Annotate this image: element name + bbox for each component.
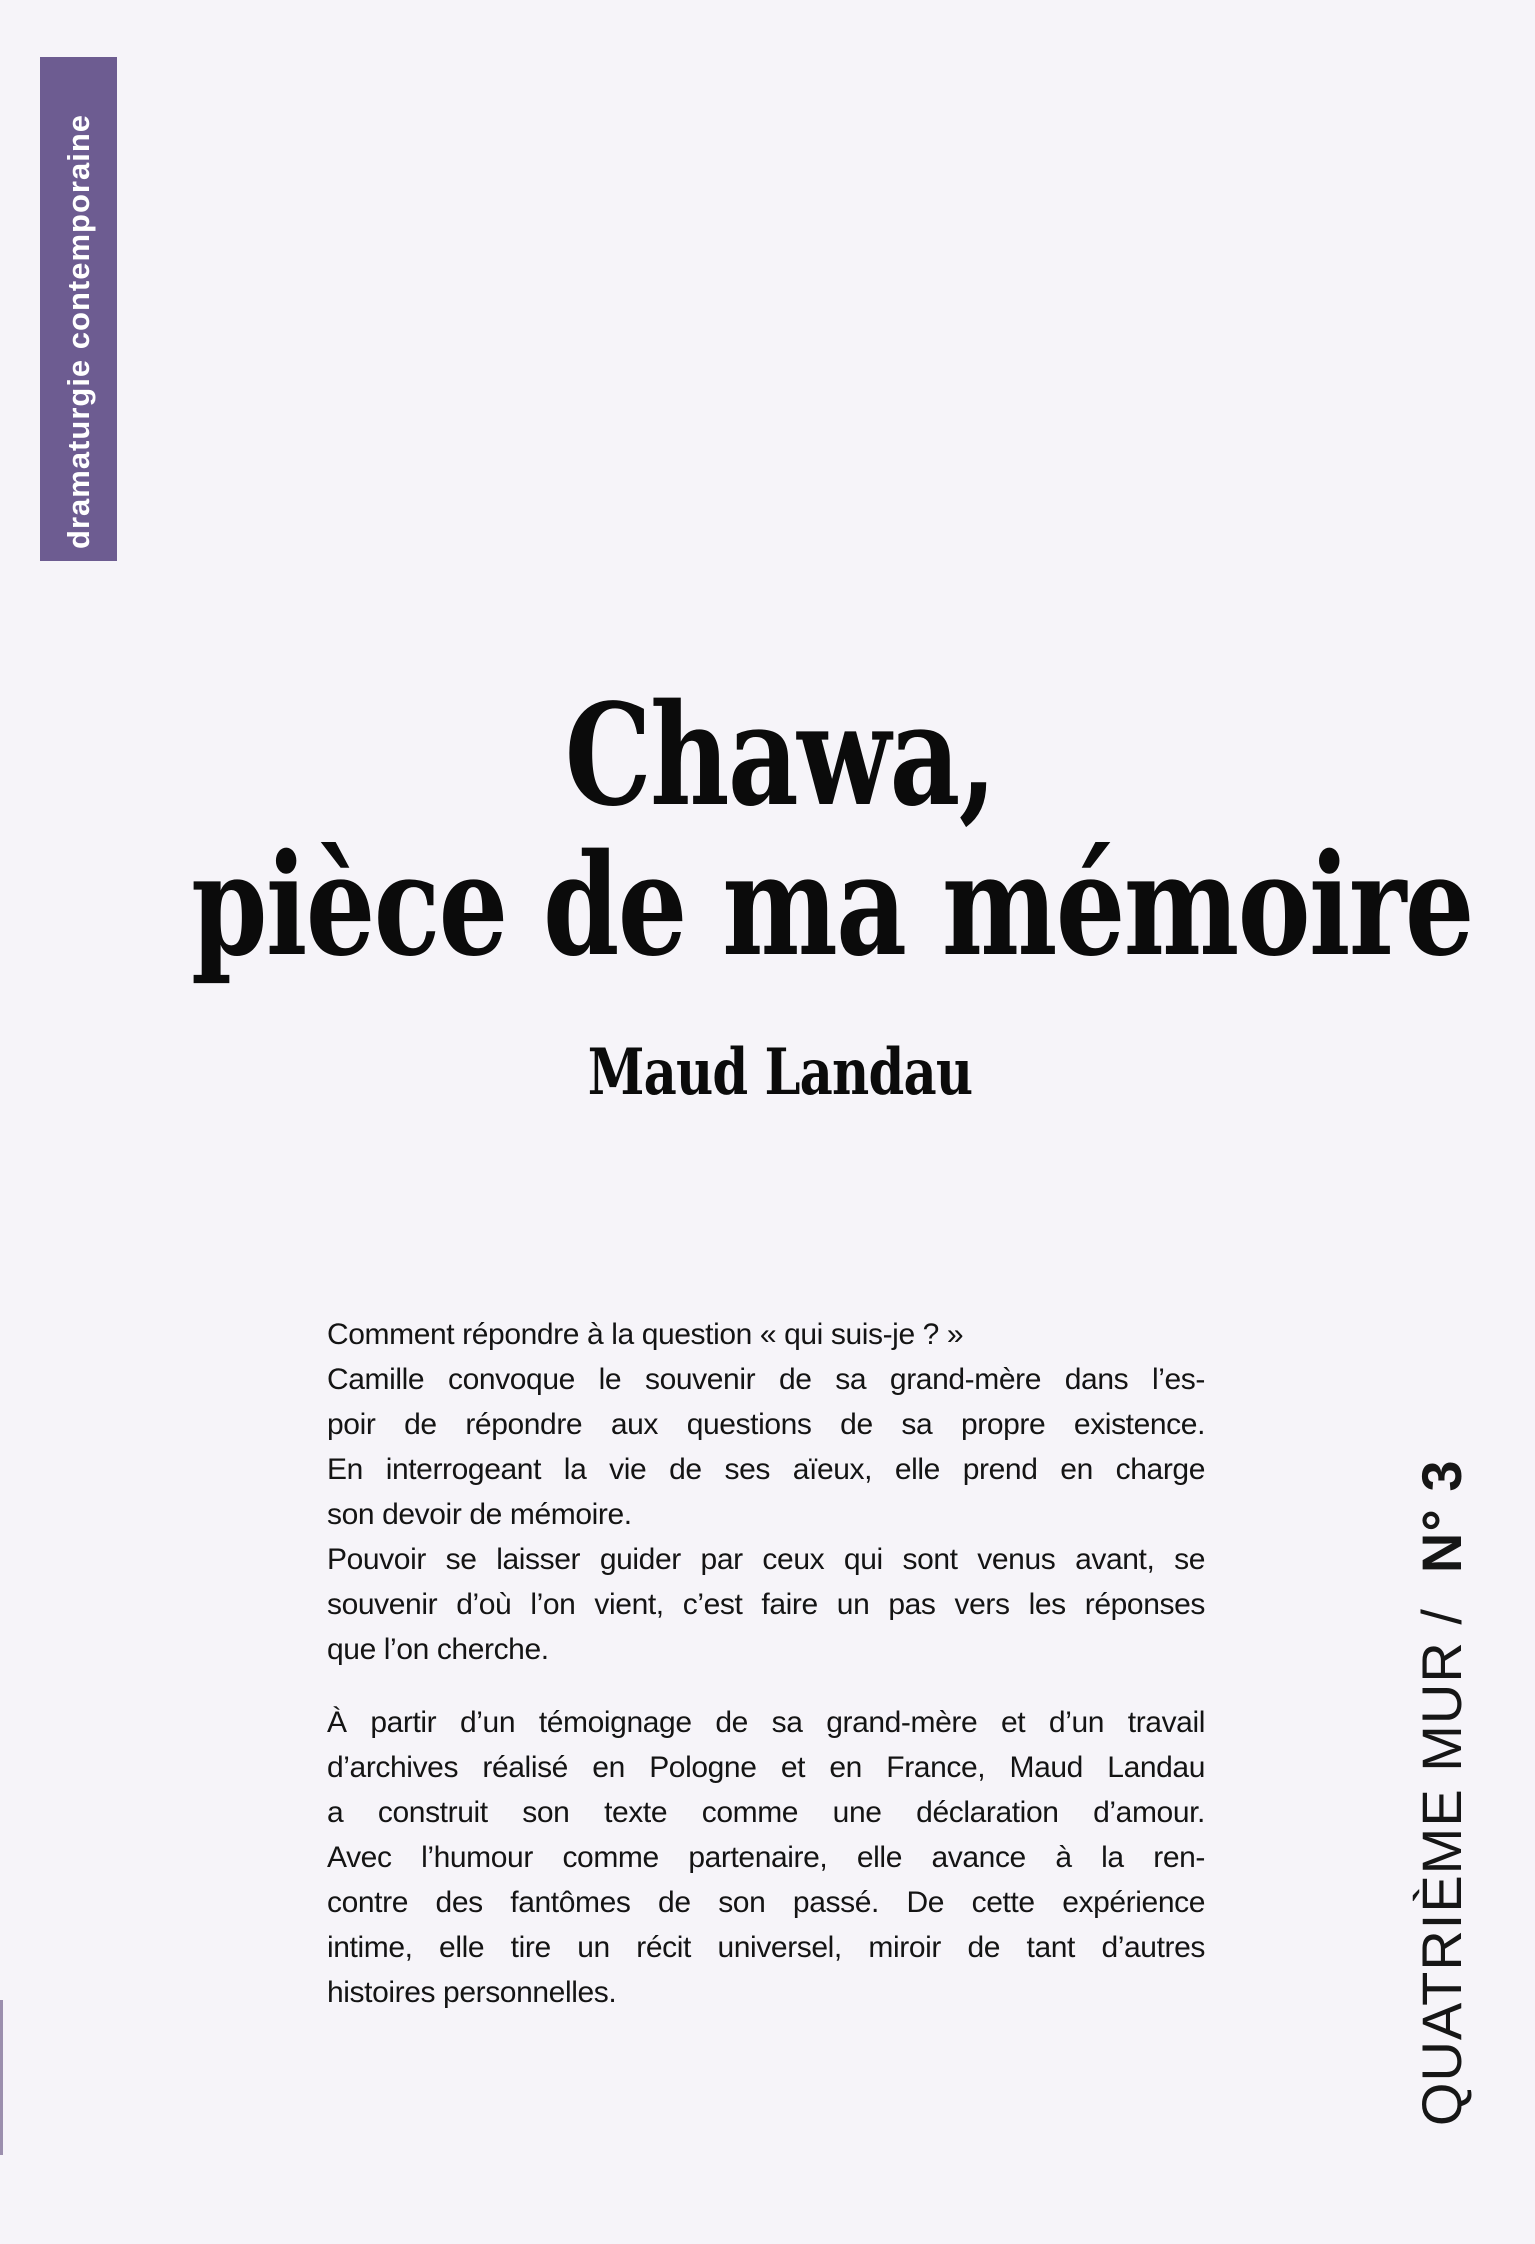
collection-label xyxy=(1399,1418,1483,2168)
page-edge-artifact xyxy=(0,2000,3,2155)
genre-banner xyxy=(40,57,117,561)
synopsis-line: En interrogeant la vie de ses aïeux, elle prend en charge xyxy=(327,1453,1205,1486)
synopsis-line: contre des fantômes de son passé. De cette expérience xyxy=(327,1886,1205,1919)
synopsis-line: intime, elle tire un récit universel, miroir de tant d’autres xyxy=(327,1931,1205,1964)
synopsis-line: souvenir d’où l’on vient, c’est faire un pas vers les réponses xyxy=(327,1588,1205,1621)
book-title-line-1: Chawa, xyxy=(564,674,996,838)
synopsis-line: d’archives réalisé en Pologne et en France, Maud Landau xyxy=(327,1751,1205,1784)
synopsis-line: son devoir de mémoire. xyxy=(327,1498,632,1531)
synopsis-line: Camille convoque le souvenir de sa grand-mère dans l’es- xyxy=(327,1363,1205,1396)
synopsis-line: que l’on cherche. xyxy=(327,1633,549,1666)
author-name: Maud Landau xyxy=(587,1035,973,1110)
book-title xyxy=(191,674,1473,988)
synopsis-line: Pouvoir se laisser guider par ceux qui sont venus avant, se xyxy=(327,1543,1205,1576)
synopsis-line: Avec l’humour comme partenaire, elle avance à la ren- xyxy=(327,1841,1205,1874)
synopsis-line: histoires personnelles. xyxy=(327,1976,617,2009)
book-title-line-2: pièce de ma mémoire xyxy=(191,824,1473,988)
genre-banner-label: dramaturgie contemporaine xyxy=(60,114,96,549)
collection-label-text xyxy=(1409,1460,1474,2126)
synopsis-paragraph-2 xyxy=(327,1700,1205,2015)
synopsis-line: Comment répondre à la question « qui suis-je ? » xyxy=(327,1318,964,1351)
collection-number: N° 3 xyxy=(1409,1459,1473,1574)
synopsis-paragraph-1 xyxy=(327,1312,1205,1672)
collection-series: QUATRIÈME MUR / xyxy=(1409,1608,1473,2127)
synopsis-line: a construit son texte comme une déclaration d’amour. xyxy=(327,1796,1205,1829)
synopsis-line: poir de répondre aux questions de sa propre existence. xyxy=(327,1408,1205,1441)
synopsis-line: À partir d’un témoignage de sa grand-mère et d’un travail xyxy=(327,1706,1205,1739)
synopsis xyxy=(327,1312,1205,2015)
